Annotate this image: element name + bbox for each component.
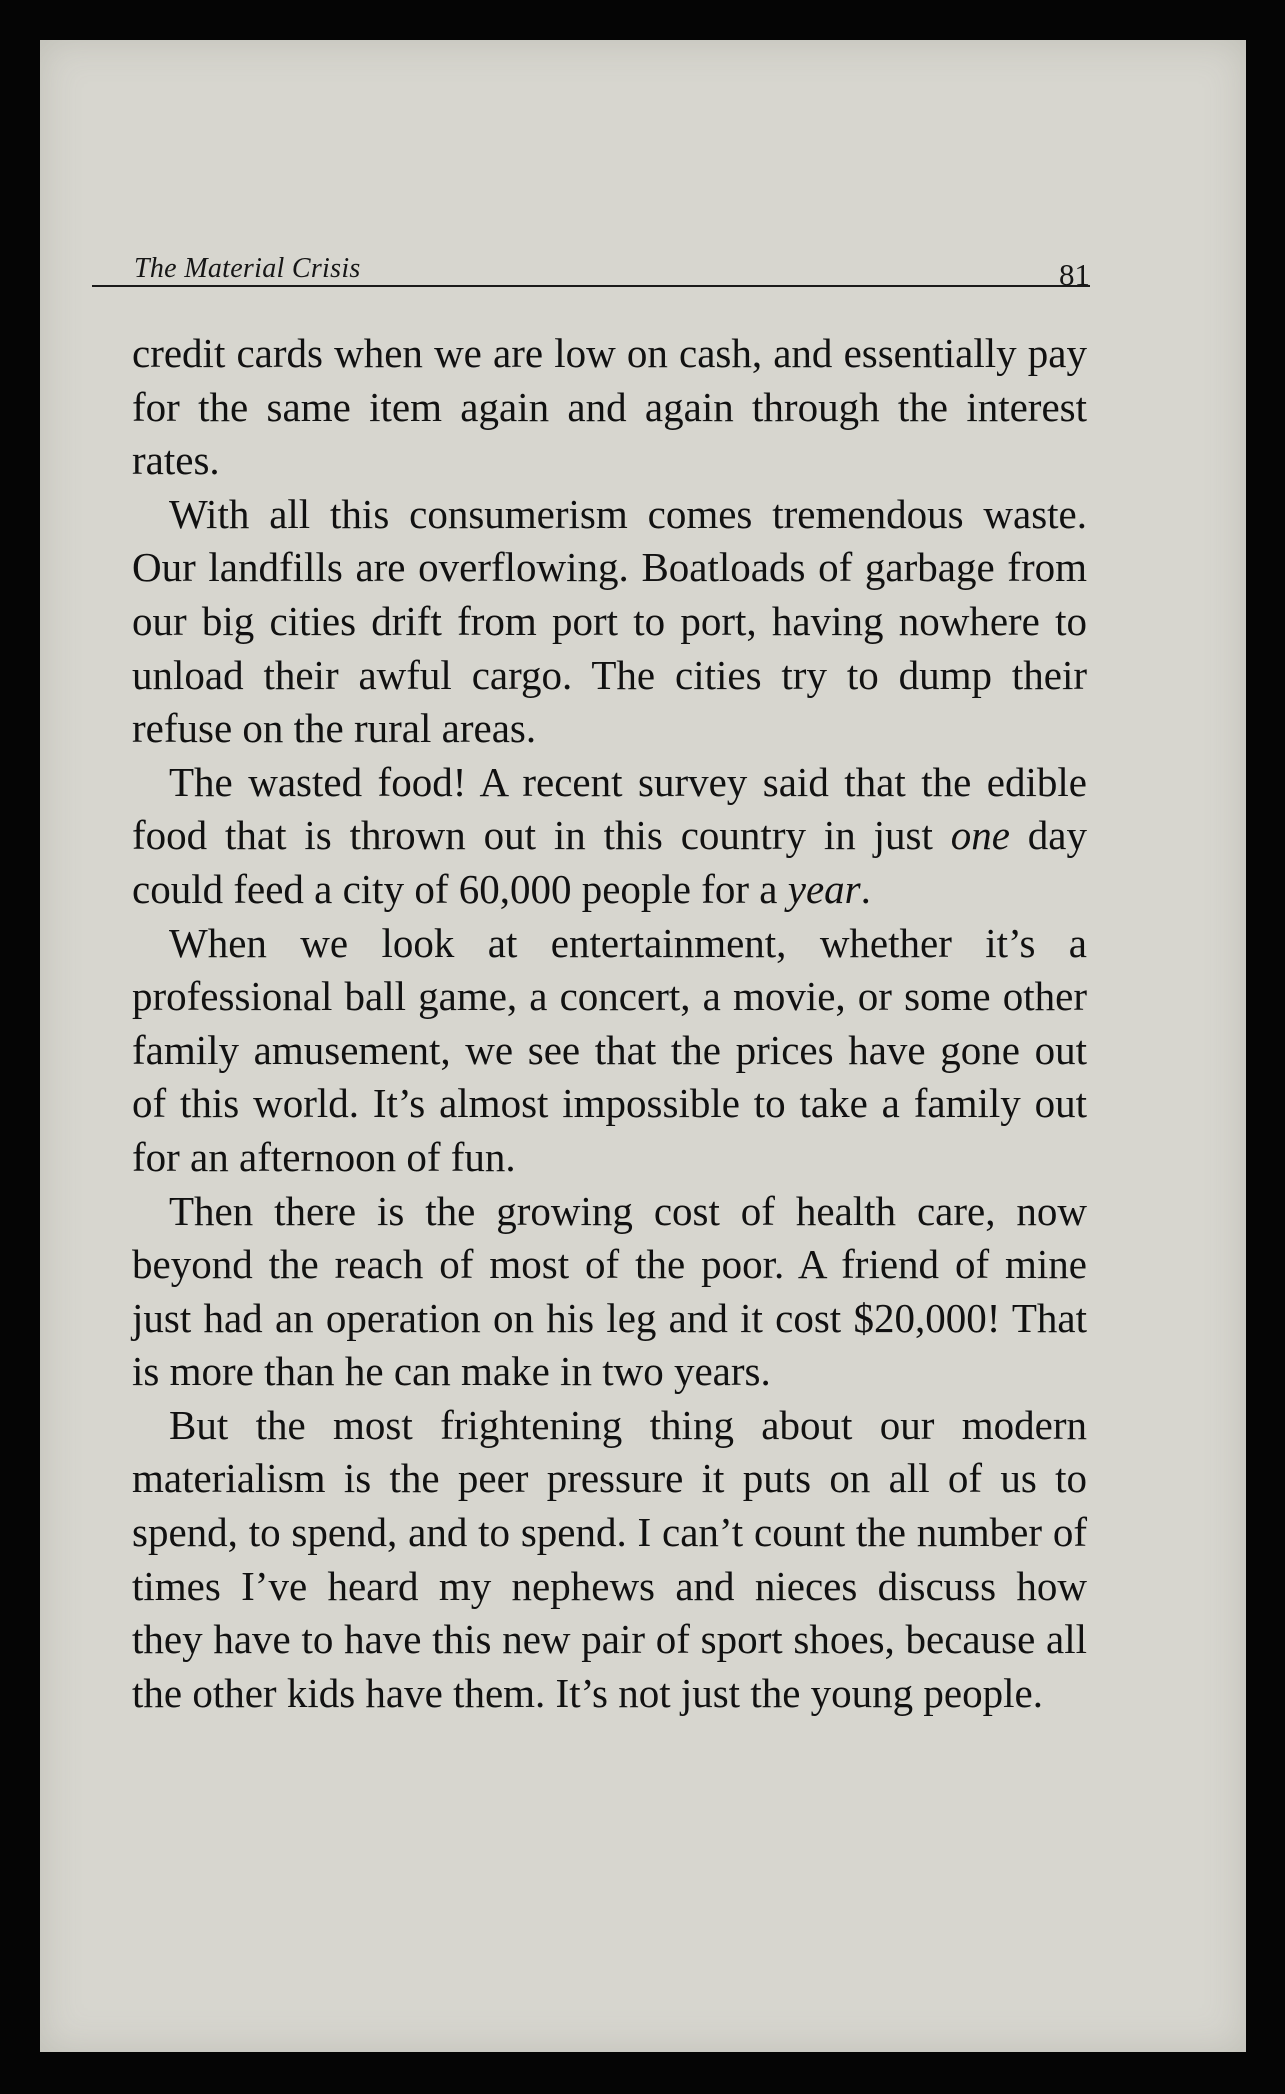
text-run: But the most frightening thing about our modern materialism is the peer pressure it puts on all of us to spend, to spend, and to spend. I can’t count the number of times I’ve heard my nephews and nieces discuss how they have to have this new pair of sport shoes, because all the other kids have them. It’s not just the young people. [132, 1401, 1087, 1716]
text-run: When we look at entertainment, whether it’s a professional ball game, a concert, a movie, or some other family amusement, we see that the prices have gone out of this world. It’s almost impossible to take a family out for an afternoon of fun. [132, 919, 1087, 1180]
paragraph [132, 756, 1087, 917]
page-number: 81 [1059, 257, 1090, 292]
text-run: The wasted food! A recent survey said that the edible food that is thrown out in this country in just [132, 758, 1087, 859]
italic-run: one [950, 812, 1010, 859]
paragraph [132, 488, 1087, 756]
paragraph [132, 1185, 1087, 1399]
chapter-title: The Material Crisis [134, 253, 361, 284]
running-header [92, 205, 1090, 292]
paragraph [132, 327, 1087, 488]
italic-run: year [787, 865, 861, 912]
paragraph [132, 917, 1087, 1185]
text-run: With all this consumerism comes tremendous waste. Our landfills are overflowing. Boatloads of garbage from our big cities drift from port to port, having nowhere to unload their awful cargo. The cities try to dump their refuse on the rural areas. [132, 490, 1087, 752]
text-run: credit cards when we are low on cash, and essentially pay for the same item again and again through the interest rates. [132, 330, 1087, 484]
text-run: . [860, 865, 871, 912]
paragraph [132, 1399, 1087, 1721]
body-text [132, 327, 1087, 1720]
text-run: Then there is the growing cost of health care, now beyond the reach of most of the poor. A friend of mine just had an operation on his leg and it cost $20,000! That is more than he can make in two years. [132, 1187, 1087, 1395]
text-run: day could feed a city of 60,000 people for a [132, 812, 1087, 912]
